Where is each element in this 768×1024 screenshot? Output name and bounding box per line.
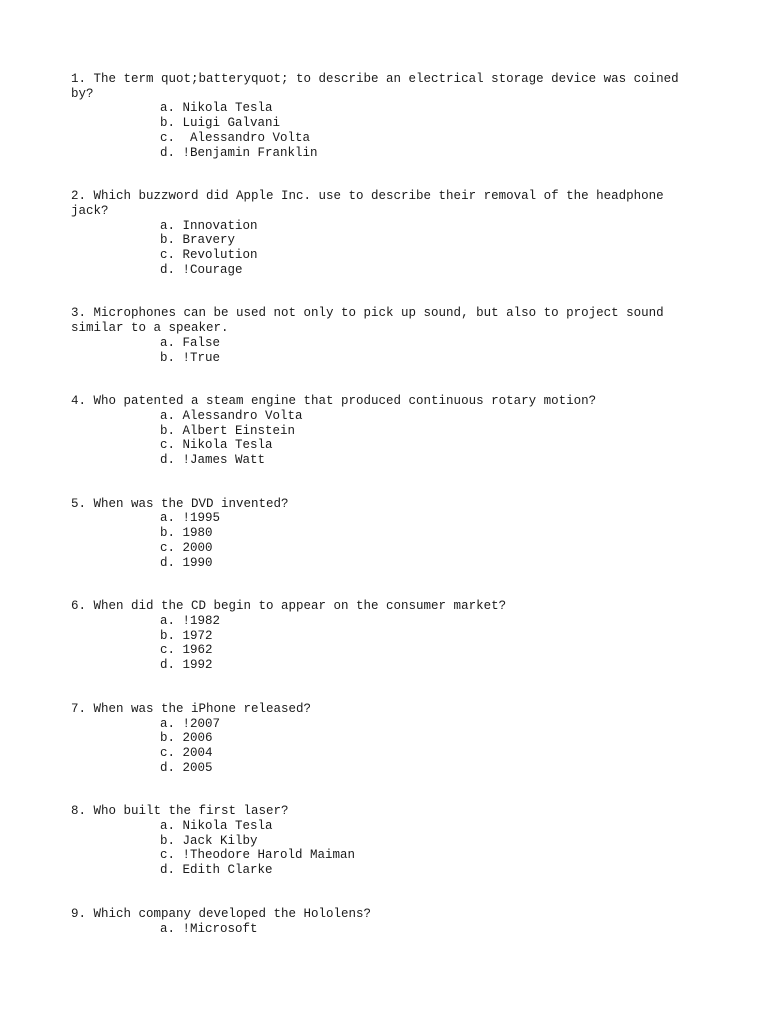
question-9 [71, 907, 701, 936]
answer-options [71, 614, 701, 673]
answer-option: a. Nikola Tesla [160, 101, 273, 116]
answer-option: d. 1990 [160, 555, 213, 570]
answer-option: b. Jack Kilby [160, 833, 258, 848]
answer-option: a. False [160, 335, 221, 350]
question-prompt: 8. Who built the first laser? [71, 804, 289, 819]
question-3 [71, 306, 701, 365]
answer-options [71, 101, 701, 160]
answer-option: a. Innovation [160, 218, 258, 233]
question-prompt: 4. Who patented a steam engine that produced continuous rotary motion? [71, 394, 597, 409]
answer-option: b. Luigi Galvani [160, 116, 281, 131]
answer-option: c. 2004 [160, 745, 213, 760]
question-5 [71, 497, 701, 571]
answer-option: b. Albert Einstein [160, 423, 296, 438]
answer-options [71, 511, 701, 570]
answer-option: b. 2006 [160, 731, 213, 746]
answer-option: c. Alessandro Volta [160, 130, 311, 145]
question-prompt: 5. When was the DVD invented? [71, 496, 289, 511]
answer-option: c. Nikola Tesla [160, 438, 273, 453]
answer-options [71, 819, 701, 878]
answer-option: a. !Microsoft [160, 921, 258, 936]
answer-option: d. !James Watt [160, 453, 266, 468]
question-4 [71, 394, 701, 468]
answer-option: c. Revolution [160, 248, 258, 263]
quiz-document [71, 72, 701, 965]
answer-option: d. !Courage [160, 262, 243, 277]
answer-options [71, 219, 701, 278]
answer-option: a. Alessandro Volta [160, 408, 303, 423]
answer-options [71, 922, 701, 937]
answer-options [71, 409, 701, 468]
question-6 [71, 599, 701, 673]
question-prompt: 2. Which buzzword did Apple Inc. use to describe their removal of the headphone jack? [71, 189, 672, 218]
answer-option: b. 1980 [160, 526, 213, 541]
answer-option: b. !True [160, 350, 221, 365]
answer-option: c. !Theodore Harold Maiman [160, 848, 356, 863]
answer-option: a. Nikola Tesla [160, 819, 273, 834]
question-prompt: 6. When did the CD begin to appear on the consumer market? [71, 599, 507, 614]
answer-option: c. 1962 [160, 643, 213, 658]
answer-options [71, 336, 701, 365]
answer-option: d. Edith Clarke [160, 863, 273, 878]
answer-option: b. Bravery [160, 233, 236, 248]
question-prompt: 9. Which company developed the Hololens? [71, 906, 372, 921]
answer-option: d. 2005 [160, 760, 213, 775]
question-8 [71, 804, 701, 878]
question-prompt: 3. Microphones can be used not only to pick up sound, but also to project sound similar to a speaker. [71, 306, 672, 336]
answer-option: a. !2007 [160, 716, 221, 731]
answer-option: d. 1992 [160, 658, 213, 673]
question-prompt: 1. The term quot;batteryquot; to describe an electrical storage device was coined by? [71, 72, 687, 101]
answer-option: d. !Benjamin Franklin [160, 145, 318, 160]
question-1 [71, 72, 701, 160]
question-prompt: 7. When was the iPhone released? [71, 701, 312, 716]
answer-option: a. !1982 [160, 613, 221, 628]
answer-option: c. 2000 [160, 540, 213, 555]
answer-option: b. 1972 [160, 628, 213, 643]
answer-options [71, 717, 701, 776]
answer-option: a. !1995 [160, 511, 221, 526]
question-2 [71, 189, 701, 277]
question-7 [71, 702, 701, 776]
